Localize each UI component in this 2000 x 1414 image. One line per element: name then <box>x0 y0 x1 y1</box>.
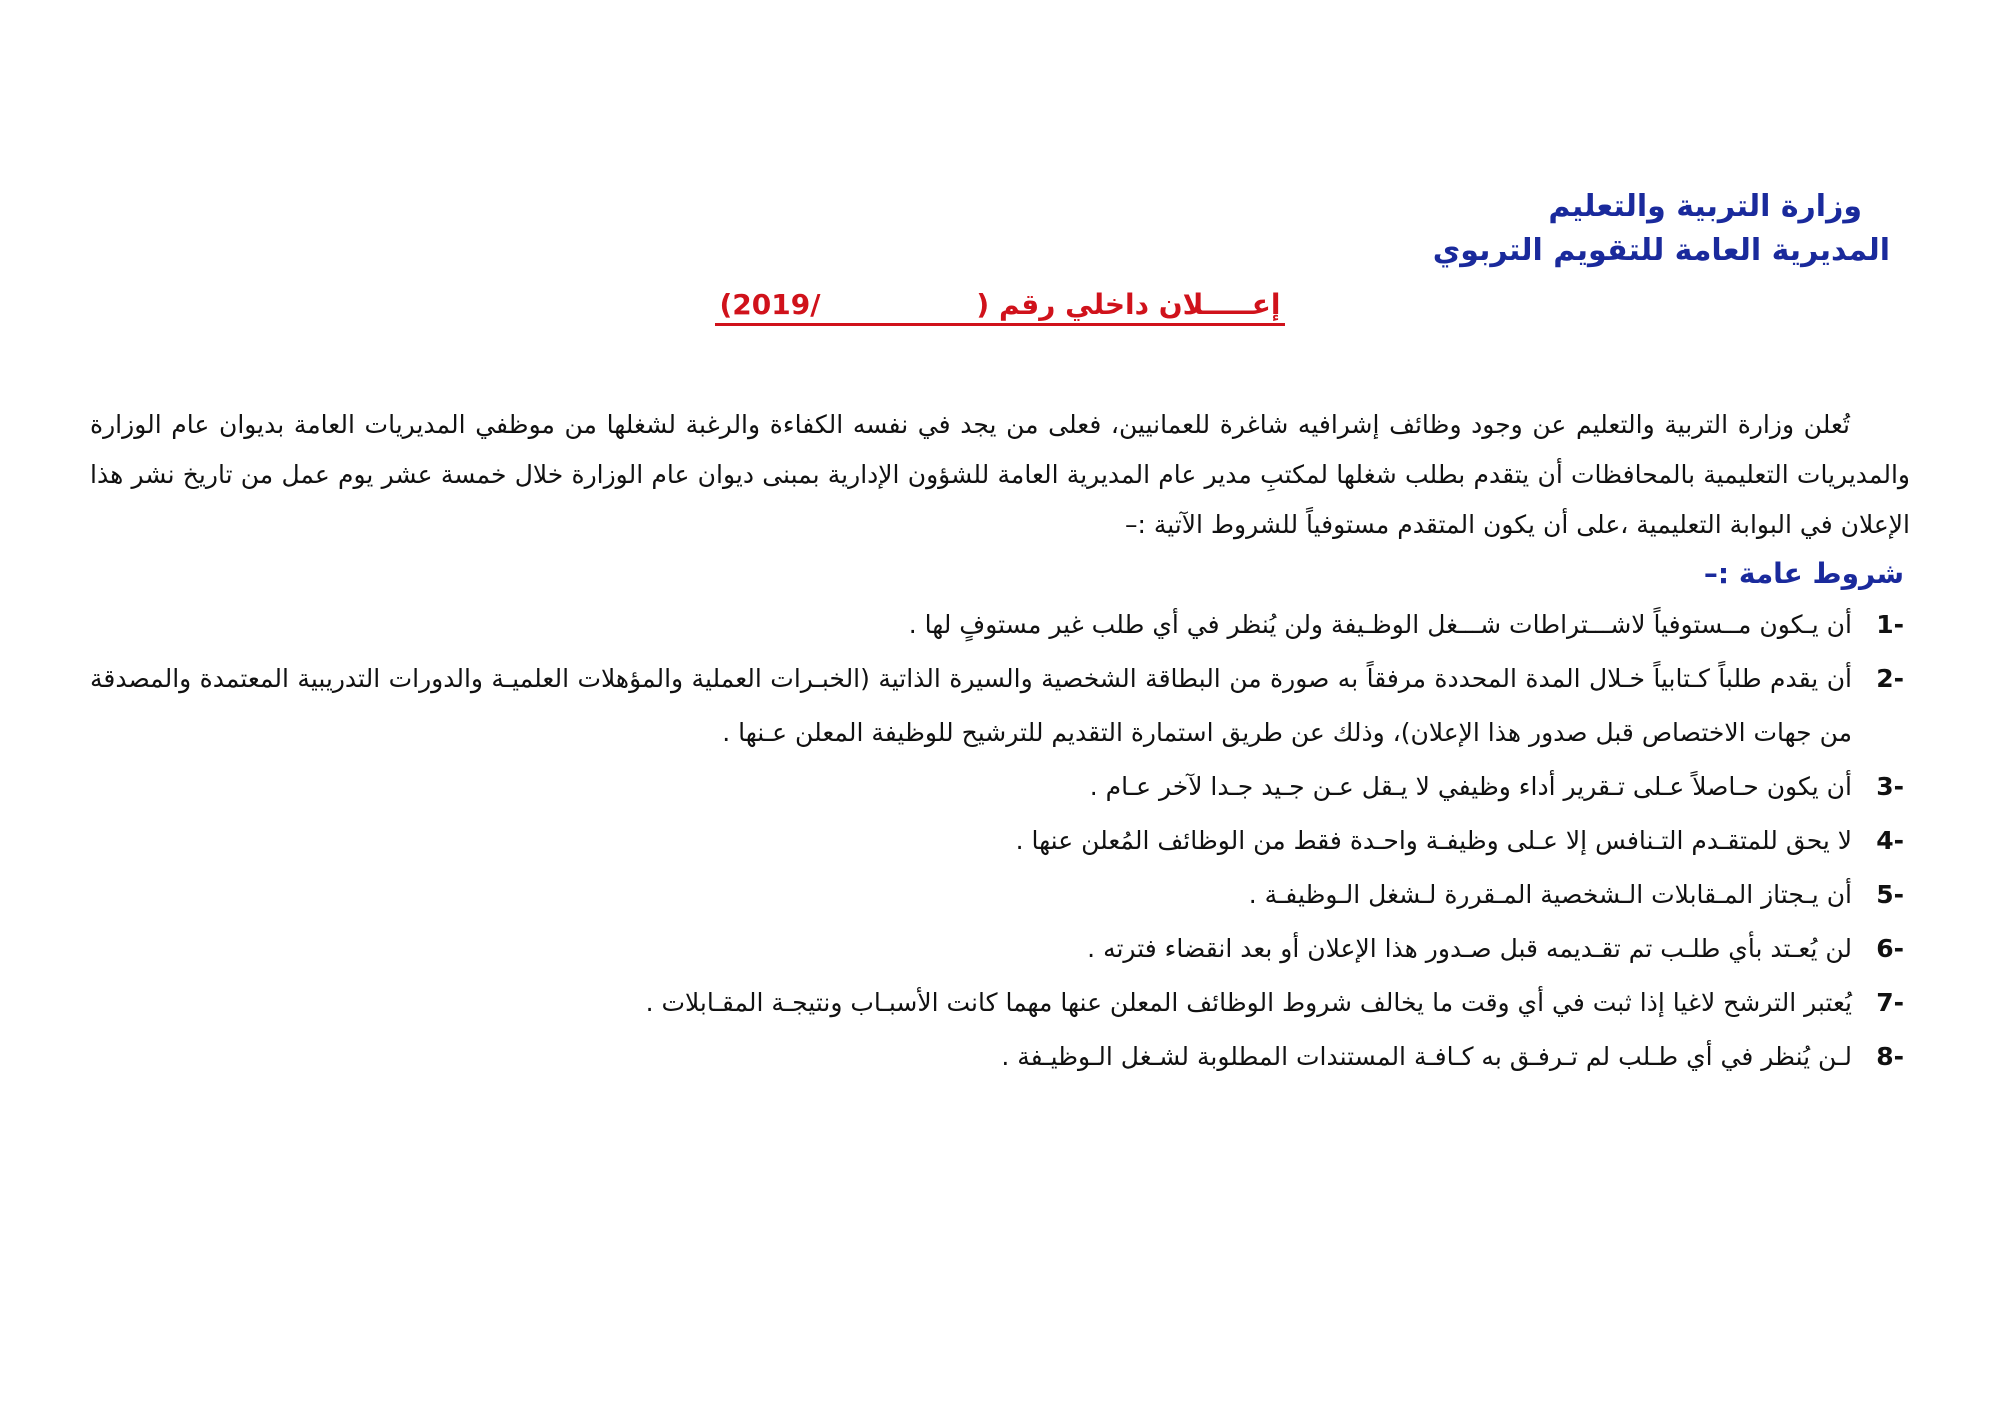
condition-number: 1- <box>1876 610 1904 639</box>
conditions-heading: شروط عامة :– <box>1703 557 1904 590</box>
condition-number: 4- <box>1876 826 1904 855</box>
ministry-name: وزارة التربية والتعليم <box>1548 189 1862 224</box>
condition-number: 5- <box>1876 880 1904 909</box>
condition-item <box>90 652 1904 760</box>
intro-paragraph: تُعلن وزارة التربية والتعليم عن وجود وظائف إشرافيه شاغرة للعمانيين، فعلى من يجد في نفسه الكفاءة والرغبة لشغلها من موظفي المديريات العامة بديوان عام الوزارة والمديريات التعليمية بالمحافظات أن يتقدم بطلب شغلها لمكتبِ مدير عام المديرية العامة للشؤون الإدارية بمبنى ديوان عام الوزارة خلال خمسة عشر يوم عمل من تاريخ نشر هذا الإعلان في البوابة التعليمية ،على أن يكون المتقدم مستوفياً للشروط الآتية :– <box>90 410 1910 539</box>
condition-number: 3- <box>1876 772 1904 801</box>
condition-text: أن يـكون مــستوفياً لاشـــتراطات شـــغل الوظـيفة ولن يُنظر في أي طلب غير مستوفٍ لها . <box>908 610 1852 639</box>
condition-number: 7- <box>1876 988 1904 1017</box>
condition-number: 2- <box>1876 664 1904 693</box>
condition-item <box>90 760 1904 814</box>
condition-number: 6- <box>1876 934 1904 963</box>
condition-item <box>90 598 1904 652</box>
condition-text: لن يُعـتد بأي طلـب تم تقـديمه قبل صـدور هذا الإعلان أو بعد انقضاء فترته . <box>1087 934 1852 963</box>
condition-item <box>90 1030 1904 1084</box>
condition-text: لـن يُنظر في أي طـلب لم تـرفـق به كـافـة المستندات المطلوبة لشـغل الـوظيـفة . <box>1001 1042 1852 1071</box>
condition-item <box>90 976 1904 1030</box>
condition-text: أن يقدم طلباً كـتابياً خـلال المدة المحددة مرفقاً به صورة من البطاقة الشخصية والسيرة الذاتية (الخبـرات العملية والمؤهلات العلميـة والدورات التدريبية المعتمدة والمصدقة من جهات الاختصاص قبل صدور هذا الإعلان)، وذلك عن طريق استمارة التقديم للترشيح للوظيفة المعلن عـنها . <box>90 664 1852 747</box>
condition-item <box>90 868 1904 922</box>
condition-text: يُعتبر الترشح لاغيا إذا ثبت في أي وقت ما يخالف شروط الوظائف المعلن عنها مهما كانت الأسبـاب ونتيجـة المقـابلات . <box>645 988 1852 1017</box>
condition-text: لا يحق للمتقـدم التـنافس إلا عـلى وظيفـة واحـدة فقط من الوظائف المُعلن عنها . <box>1015 826 1852 855</box>
condition-item <box>90 922 1904 976</box>
letterhead <box>1190 185 1890 273</box>
condition-number: 8- <box>1876 1042 1904 1071</box>
announcement-title-row <box>0 288 2000 326</box>
condition-text: أن يـجتاز المـقابلات الـشخصية المـقررة لـشغل الـوظيفـة . <box>1248 880 1852 909</box>
announcement-title: إعـــــلان داخلي رقم ( /2019) <box>715 288 1284 326</box>
directorate-name: المديرية العامة للتقويم التربوي <box>1432 233 1890 268</box>
condition-item <box>90 814 1904 868</box>
document-body <box>90 400 1910 1084</box>
conditions-list <box>90 598 1910 1084</box>
condition-text: أن يكون حـاصلاً عـلى تـقرير أداء وظيفي لا يـقل عـن جـيد جـدا لآخر عـام . <box>1089 772 1852 801</box>
